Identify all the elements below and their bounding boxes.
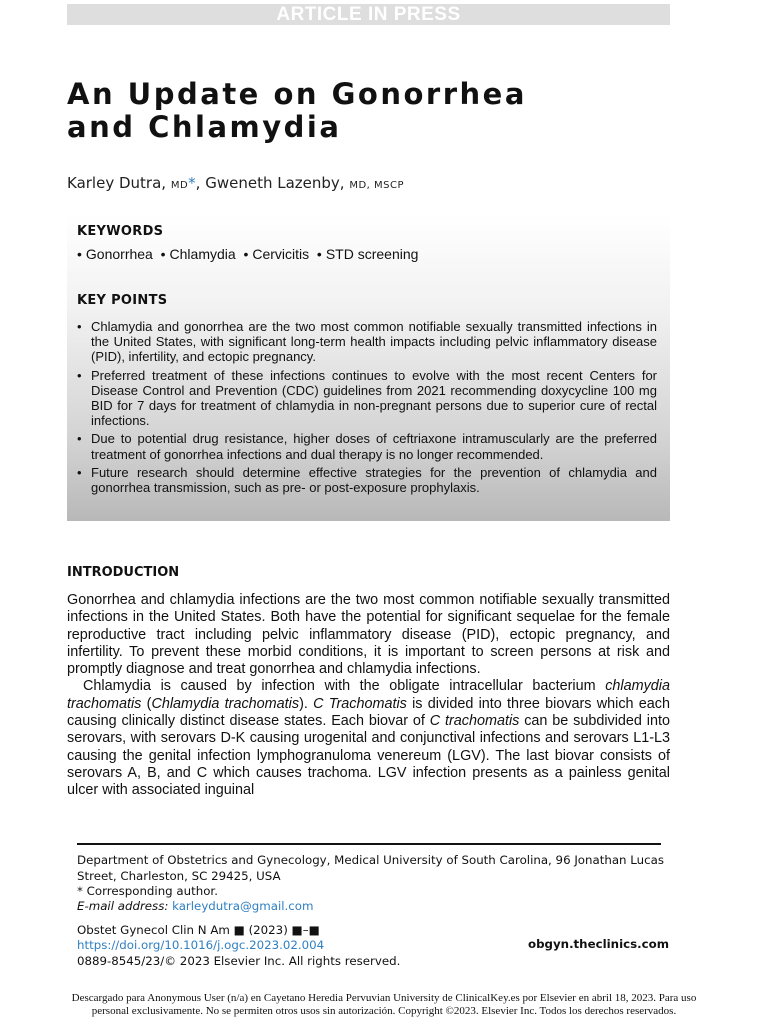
copyright-line: 0889-8545/23/© 2023 Elsevier Inc. All rights reserved. <box>77 954 401 968</box>
intro-paragraph-1: Gonorrhea and chlamydia infections are the two most common notifiable sexually transmitted infections in the United States. Both have the potential for significant sequelae for the female reproductive tract including pelvic inflammatory disease (PID), ectopic pregnancy, and infertility. To prevent these morbid conditions, it is important to screen persons at risk and promptly diagnose and treat gonorrhea and chlamydia infections. <box>67 592 670 678</box>
article-in-press-banner: ARTICLE IN PRESS <box>67 4 670 25</box>
italic-term: chlamydia trachomatis <box>67 678 670 712</box>
bullet-icon: • <box>77 464 82 480</box>
email-line <box>77 898 667 914</box>
italic-term: Chlamydia trachomatis <box>151 695 300 712</box>
article-title <box>67 78 667 144</box>
bullet-icon: • <box>77 431 82 447</box>
title-line-2: and Chlamydia <box>67 110 342 144</box>
download-notice-line-2: personal exclusivamente. No se permiten otros usos sin autorización. Copyright ©2023. Elsevier Inc. Todos los derechos reservados. <box>91 1005 677 1017</box>
keywords-list <box>77 246 418 262</box>
key-point-item <box>77 431 657 461</box>
author-separator: , <box>195 174 201 192</box>
text-run: can be subdivided into serovars, with serovars D-K causing urogenital and conjunctival infections and serovars L1-L3 causing the genital infection lymphogranuloma venereum (LGV). The last biovar consists of serovars A, B, and C which causes trachoma. LGV infection presents as a painless genital ulcer with associated inguinal <box>67 713 670 799</box>
key-point-item <box>77 319 657 365</box>
key-point-item <box>77 465 657 495</box>
corresponding-author-mark[interactable]: * <box>188 174 196 192</box>
email-link[interactable]: karleydutra@gmail.com <box>172 899 314 913</box>
keyword-bullet: • <box>313 246 322 262</box>
download-notice-line-1: Descargado para Anonymous User (n/a) en Cayetano Heredia Pervuvian University de ClinicalKey.es por Elsevier en abril 18, 2023. Para uso <box>71 992 697 1004</box>
text-run: ). <box>299 695 314 712</box>
author-1-name: Karley Dutra, <box>67 174 167 192</box>
journal-website[interactable]: obgyn.theclinics.com <box>527 937 669 951</box>
key-point-text: Due to potential drug resistance, higher doses of ceftriaxone intramuscularly are the preferred treatment of gonorrhea infections and dual therapy is no longer recommended. <box>91 431 657 462</box>
text-run: is divided into three biovars which each causing clinically distinct disease states. Each biovar of <box>67 695 671 730</box>
author-list <box>67 174 404 192</box>
doi-link[interactable]: https://doi.org/10.1016/j.ogc.2023.02.004 <box>77 938 325 952</box>
keyword-item: STD screening <box>325 246 419 262</box>
keyword-bullet: • <box>156 246 166 262</box>
introduction-body <box>67 592 670 800</box>
keyword-item: Chlamydia <box>169 246 236 262</box>
journal-citation: Obstet Gynecol Clin N Am ■ (2023) ■–■ <box>77 923 320 937</box>
keywords-heading: KEYWORDS <box>77 224 164 239</box>
introduction-heading: INTRODUCTION <box>67 565 180 580</box>
keyword-bullet: • <box>239 246 249 262</box>
key-point-text: Future research should determine effective strategies for the prevention of chlamydia and gonorrhea transmission, such as pre- or post-exposure prophylaxis. <box>91 464 657 496</box>
footnote-divider <box>77 843 661 845</box>
key-point-text: Chlamydia and gonorrhea are the two most common notifiable sexually transmitted infections in the United States, with significant long-term health impacts including pelvic inflammatory disease (PID), infertility, and ectopic pregnancy. <box>91 319 657 365</box>
key-points-list <box>77 319 657 498</box>
text-run: Chlamydia is caused by infection with the obligate intracellular bacterium <box>83 678 606 695</box>
text-run: ( <box>141 695 152 712</box>
keyword-item: Cervicitis <box>252 246 310 262</box>
keyword-bullet: • <box>77 246 82 262</box>
key-points-heading: KEY POINTS <box>77 293 168 308</box>
key-point-text: Preferred treatment of these infections continues to evolve with the most recent Centers for Disease Control and Prevention (CDC) guidelines from 2021 recommending doxycycline 100 mg BID for 7 days for treatment of chlamydia in non-pregnant persons due to superior cure of rectal infections. <box>91 367 657 429</box>
bullet-icon: • <box>77 367 82 383</box>
author-2-name: Gweneth Lazenby, <box>205 174 345 192</box>
key-point-item <box>77 368 657 429</box>
italic-term: C Trachomatis <box>313 695 407 712</box>
keyword-item: Gonorrhea <box>85 246 153 262</box>
corresponding-author-note: * Corresponding author. <box>77 884 218 898</box>
author-1-degree: MD <box>170 180 189 191</box>
email-label: E-mail address: <box>77 899 169 913</box>
italic-term: C trachomatis <box>429 713 520 730</box>
intro-paragraph-2 <box>67 678 670 799</box>
bullet-icon: • <box>77 319 82 334</box>
affiliation-note: Department of Obstetrics and Gynecology, Medical University of South Carolina, 96 Jonathan Lucas Street, Charleston, SC 29425, USA <box>77 853 664 883</box>
author-2-degree: MD, MSCP <box>349 180 405 191</box>
download-notice <box>0 992 768 1018</box>
title-line-1: An Update on Gonorrhea <box>67 77 527 111</box>
